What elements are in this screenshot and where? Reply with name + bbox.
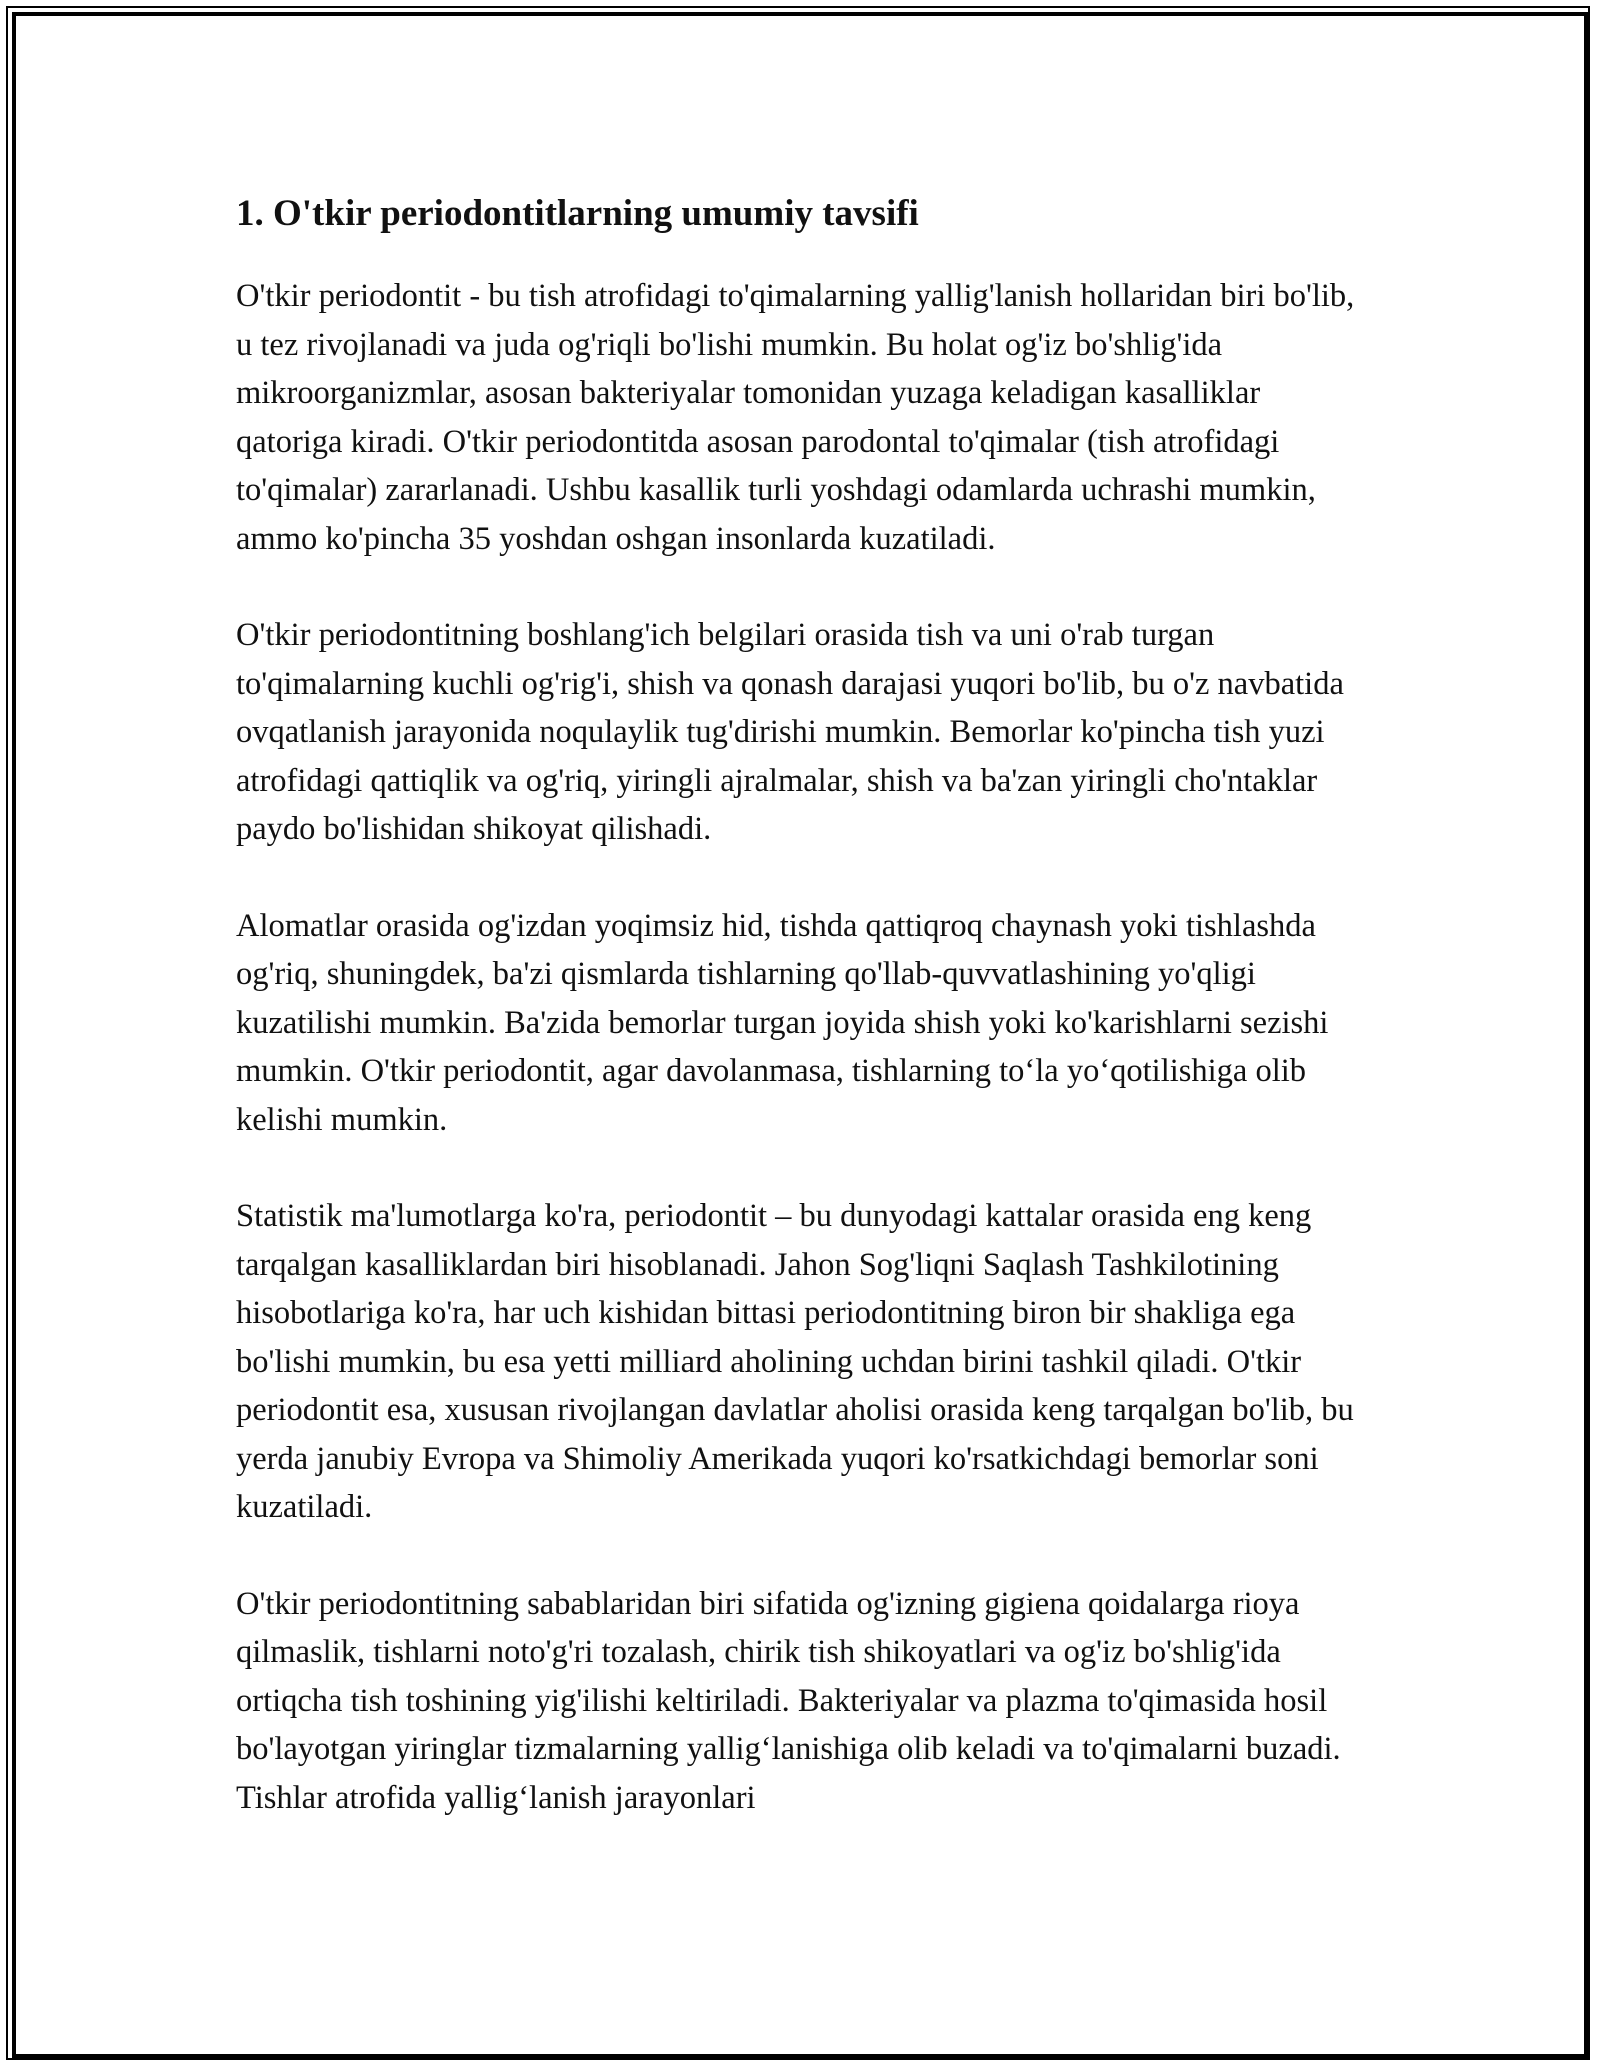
paragraph: O'tkir periodontitning boshlang'ich belgilari orasida tish va uni o'rab turgan to'qimalarning kuchli og'rig'i, shish va qonash darajasi yuqori bo'lib, bu o'z navbatida ovqatlanish jarayonida noqulaylik tug'dirishi mumkin. Bemorlar ko'pincha tish yuzi atrofidagi qattiqlik va og'riq, yiringli ajralmalar, shish va ba'zan yiringli cho'ntaklar paydo bo'lishidan shikoyat qilishadi. [236,617,1344,847]
paragraph: Statistik ma'lumotlarga ko'ra, periodontit – bu dunyodagi kattalar orasida eng keng tarqalgan kasalliklardan biri hisoblanadi. Jahon Sog'liqni Saqlash Tashkilotining hisobotlariga ko'ra, har uch kishidan bittasi periodontitning biron bir shakliga ega bo'lishi mumkin, bu esa yetti milliard aholining uchdan birini tashkil qiladi. O'tkir periodontit esa, xususan rivojlangan davlatlar aholisi orasida keng tarqalgan bo'lib, bu yerda janubiy Evropa va Shimoliy Amerikada yuqori ko'rsatkichdagi bemorlar soni kuzatiladi. [236,1198,1354,1525]
paragraph: O'tkir periodontitning sabablaridan biri sifatida og'izning gigiena qoidalarga rioya qilmaslik, tishlarni noto'g'ri tozalash, chirik tish shikoyatlari va og'iz bo'shlig'ida ortiqcha tish toshining yig'ilishi keltiriladi. Bakteriyalar va plazma to'qimasida hosil bo'layotgan yiringlar tizmalarning yallig‘lanishiga olib keladi va to'qimalarni buzadi. Tishlar atrofida yallig‘lanish jarayonlari [236,1585,1341,1816]
paragraph: O'tkir periodontit - bu tish atrofidagi to'qimalarning yallig'lanish hollaridan biri bo'lib, u tez rivojlanadi va juda og'riqli bo'lishi mumkin. Bu holat og'iz bo'shlig'ida mikroorganizmlar, asosan bakteriyalar tomonidan yuzaga keladigan kasalliklar qatoriga kiradi. O'tkir periodontitda asosan parodontal to'qimalar (tish atrofidagi to'qimalar) zararlanadi. Ushbu kasallik turli yoshdagi odamlarda uchrashi mumkin, ammo ko'pincha 35 yoshdan oshgan insonlarda kuzatiladi. [236,278,1355,557]
document-body [236,184,1364,1870]
section-title: 1. O'tkir periodontitlarning umumiy tavsifi [236,193,919,234]
paragraph: Alomatlar orasida og'izdan yoqimsiz hid, tishda qattiqroq chaynash yoki tishlashda og'riq, shuningdek, ba'zi qismlarda tishlarning qo'llab-quvvatlashining yo'qligi kuzatilishi mumkin. Ba'zida bemorlar turgan joyida shish yoki ko'karishlarni sezishi mumkin. O'tkir periodontit, agar davolanmasa, tishlarning to‘la yo‘qotilishiga olib kelishi mumkin. [236,907,1329,1138]
